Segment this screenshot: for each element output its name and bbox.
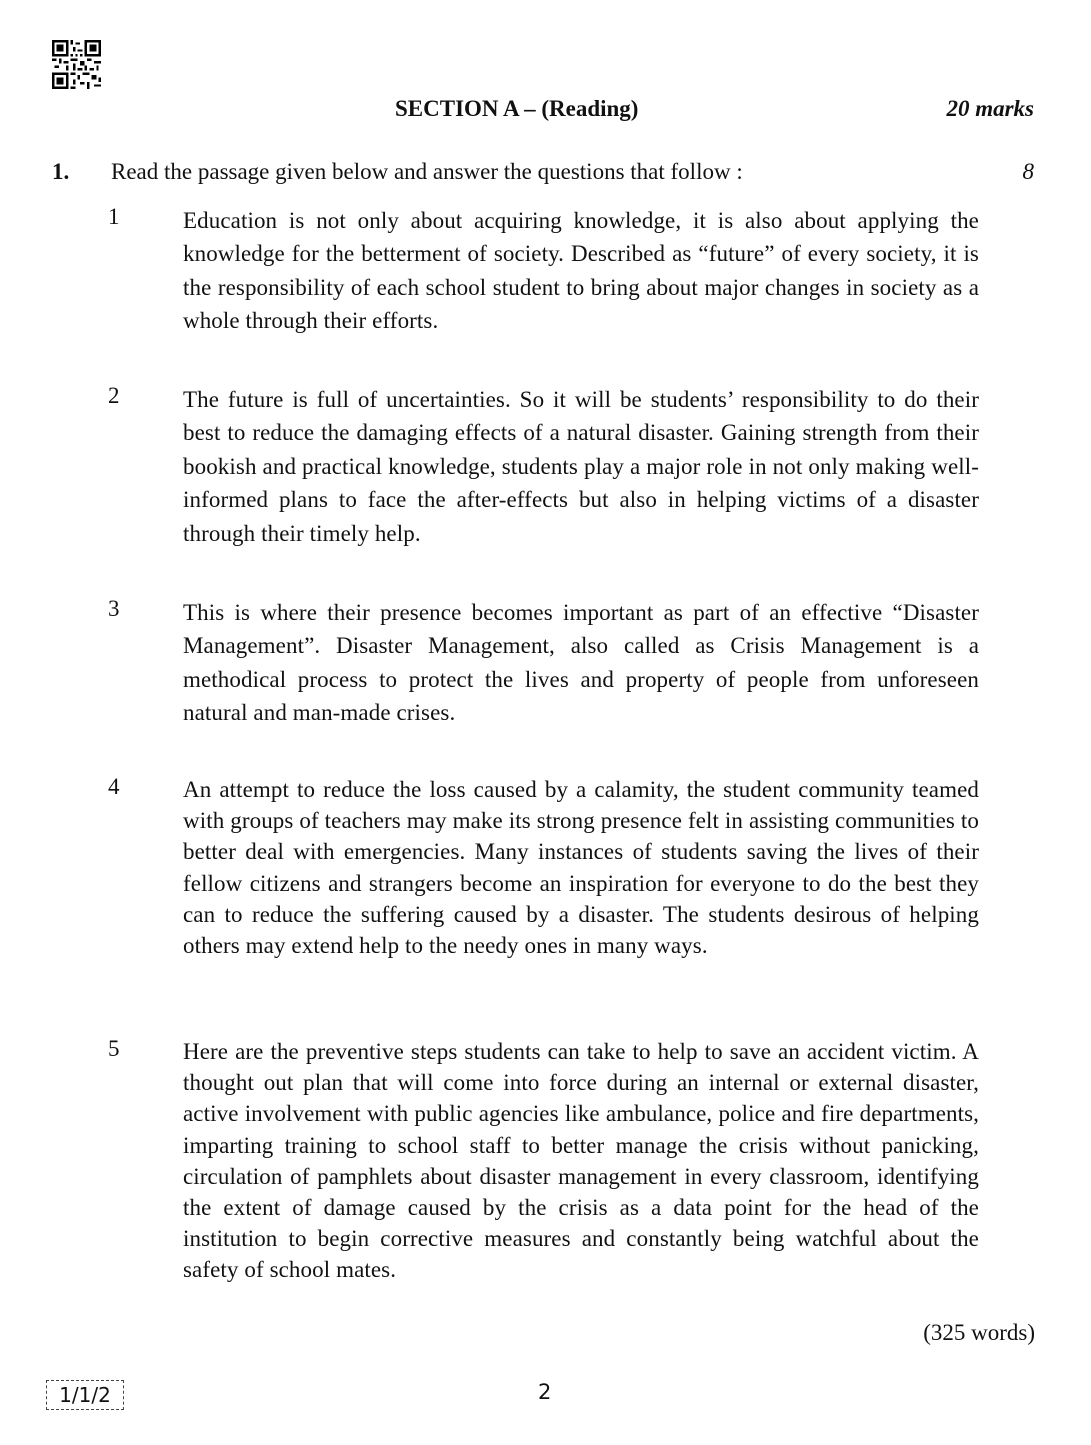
question-marks: 8 — [1022, 159, 1034, 184]
question-instruction: Read the passage given below and answer the questions that follow : — [111, 159, 743, 184]
paragraph-number: 3 — [108, 596, 120, 621]
paragraph-text: Here are the preventive steps students can take to help to save an accident victim. A thought out plan that will come into force during an internal or external disaster, active involvement with public agencies like ambulance, police and fire departments, imparting training to school staff to better manage the crisis without panicking, circulation of pamphlets about disaster management in every classroom, identifying the extent of damage caused by the crisis as a data point for the head of the institution to begin corrective measures and constantly being watchful about the safety of school mates. — [183, 1039, 979, 1283]
paragraph-number: 2 — [108, 383, 120, 408]
paragraph-number: 5 — [108, 1036, 120, 1061]
word-count: (325 words) — [923, 1320, 1035, 1345]
paragraph-text: Education is not only about acquiring knowledge, it is also about applying the knowledge for the betterment of society. Described as “future” of every society, it is the responsibility of each school student to bring about major changes in society as a whole through their efforts. — [183, 208, 979, 334]
qr-code-icon — [52, 40, 101, 89]
question-header — [0, 159, 1091, 191]
paper-code-box: 1/1/2 — [46, 1380, 124, 1410]
question-number: 1. — [52, 159, 70, 184]
page-number: 2 — [538, 1380, 552, 1404]
paragraph-number: 1 — [108, 204, 120, 229]
section-title: SECTION A – (Reading) — [395, 96, 639, 121]
paragraph-number: 4 — [108, 774, 120, 799]
paragraph-text: This is where their presence becomes important as part of an effective “Disaster Management”. Disaster Management, also called as Crisis Management is a methodical process to protect the lives and property of people from unforeseen natural and man-made crises. — [183, 600, 979, 726]
section-header — [0, 96, 1091, 126]
paragraph-text: The future is full of uncertainties. So it will be students’ responsibility to do their best to reduce the damaging effects of a natural disaster. Gaining strength from their bookish and practical knowledge, students play a major role in not only making well-informed plans to face the after-effects but also in helping victims of a disaster through their timely help. — [183, 387, 979, 546]
paragraph-text: An attempt to reduce the loss caused by a calamity, the student community teamed with groups of teachers may make its strong presence felt in assisting communities to better deal with emergencies. Many instances of students saving the lives of their fellow citizens and strangers become an inspiration for everyone to do the best they can to reduce the suffering caused by a disaster. The students desirous of helping others may extend help to the needy ones in many ways. — [183, 777, 979, 959]
section-marks: 20 marks — [946, 96, 1034, 121]
